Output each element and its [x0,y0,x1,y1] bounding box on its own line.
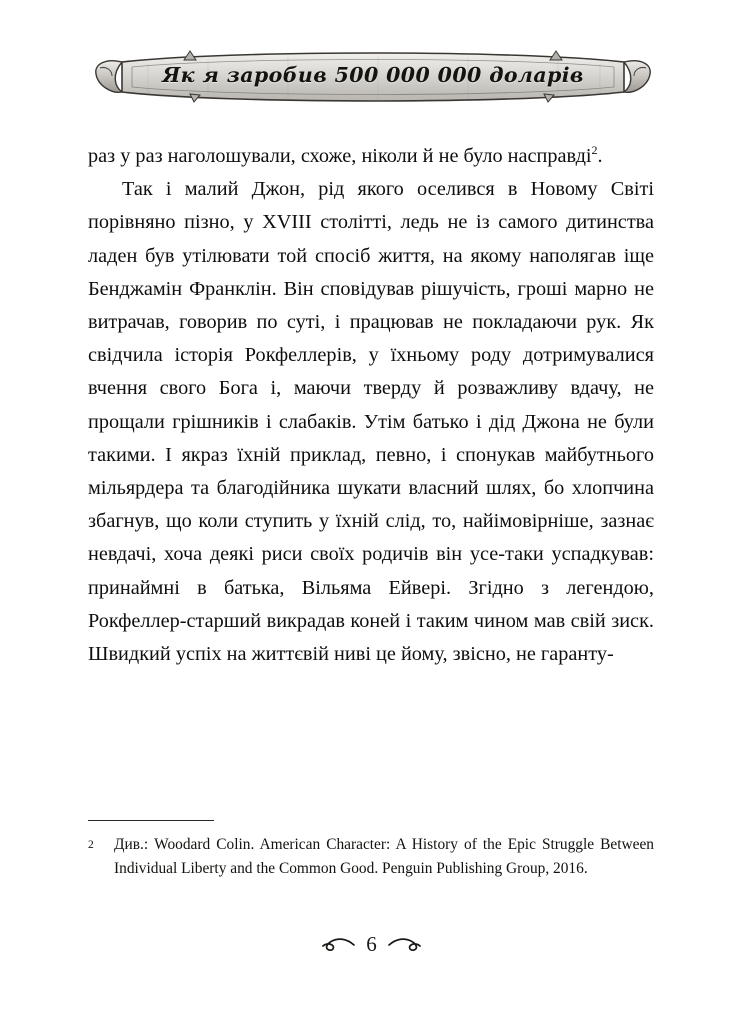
paragraph-text-tail: . [597,145,603,167]
footnote-separator [88,820,214,821]
flourish-right-icon [387,937,421,953]
footnote-reference: 2 [591,143,598,158]
header-banner [88,44,658,108]
page-folio [0,932,743,957]
paragraph-continued [88,140,654,173]
paragraph-text: раз у раз наголошували, схоже, ніколи й не було насправді [88,145,592,167]
page-number: 6 [366,932,377,956]
book-title: Як я заробив 500 000 000 доларів [162,63,584,87]
footnote-text: Див.: Woodard Colin. American Character: A History of the Epic Struggle Between Individual Liberty and the Common Good. Penguin Publishing Group, 2016. [114,836,654,877]
footnote [88,833,654,880]
paragraph-main: Так і малий Джон, рід якого оселився в Новому Світі порівняно пізно, у XVIII столітті, ледь не із самого дитинства ладен був утілювати той спосіб життя, на якому наполягав іще Бенджамін Франклін. Він сповідував рішучість, гроші марно не витрачав, говорив по суті, і працював не покладаючи рук. Як свідчила історія Рокфеллерів, у їхньому роду дотримувалися вчення свого Бога і, маючи тверду й розважливу вдачу, не прощали грішників і слабаків. Утім батько і дід Джона не були такими. І якраз їхній приклад, певно, і спонукав майбутнього мільярдера та благодійника шукати власний шлях, бо хлопчина збагнув, що коли ступить у їхній слід, то, найімовірніше, зазнає невдачі, хоча деякі риси своїх родичів він усе-таки успадкував: принаймні в батька, Вільяма Ейвері. Згідно з легендою, Рокфеллер-старший викрадав коней і таким чином мав свій зиск. Швидкий успіх на життєвій ниві це йому, звісно, не гаранту- [88,178,654,666]
footnote-marker: 2 [88,839,94,851]
flourish-left-icon [322,937,356,953]
page-body [88,140,654,671]
